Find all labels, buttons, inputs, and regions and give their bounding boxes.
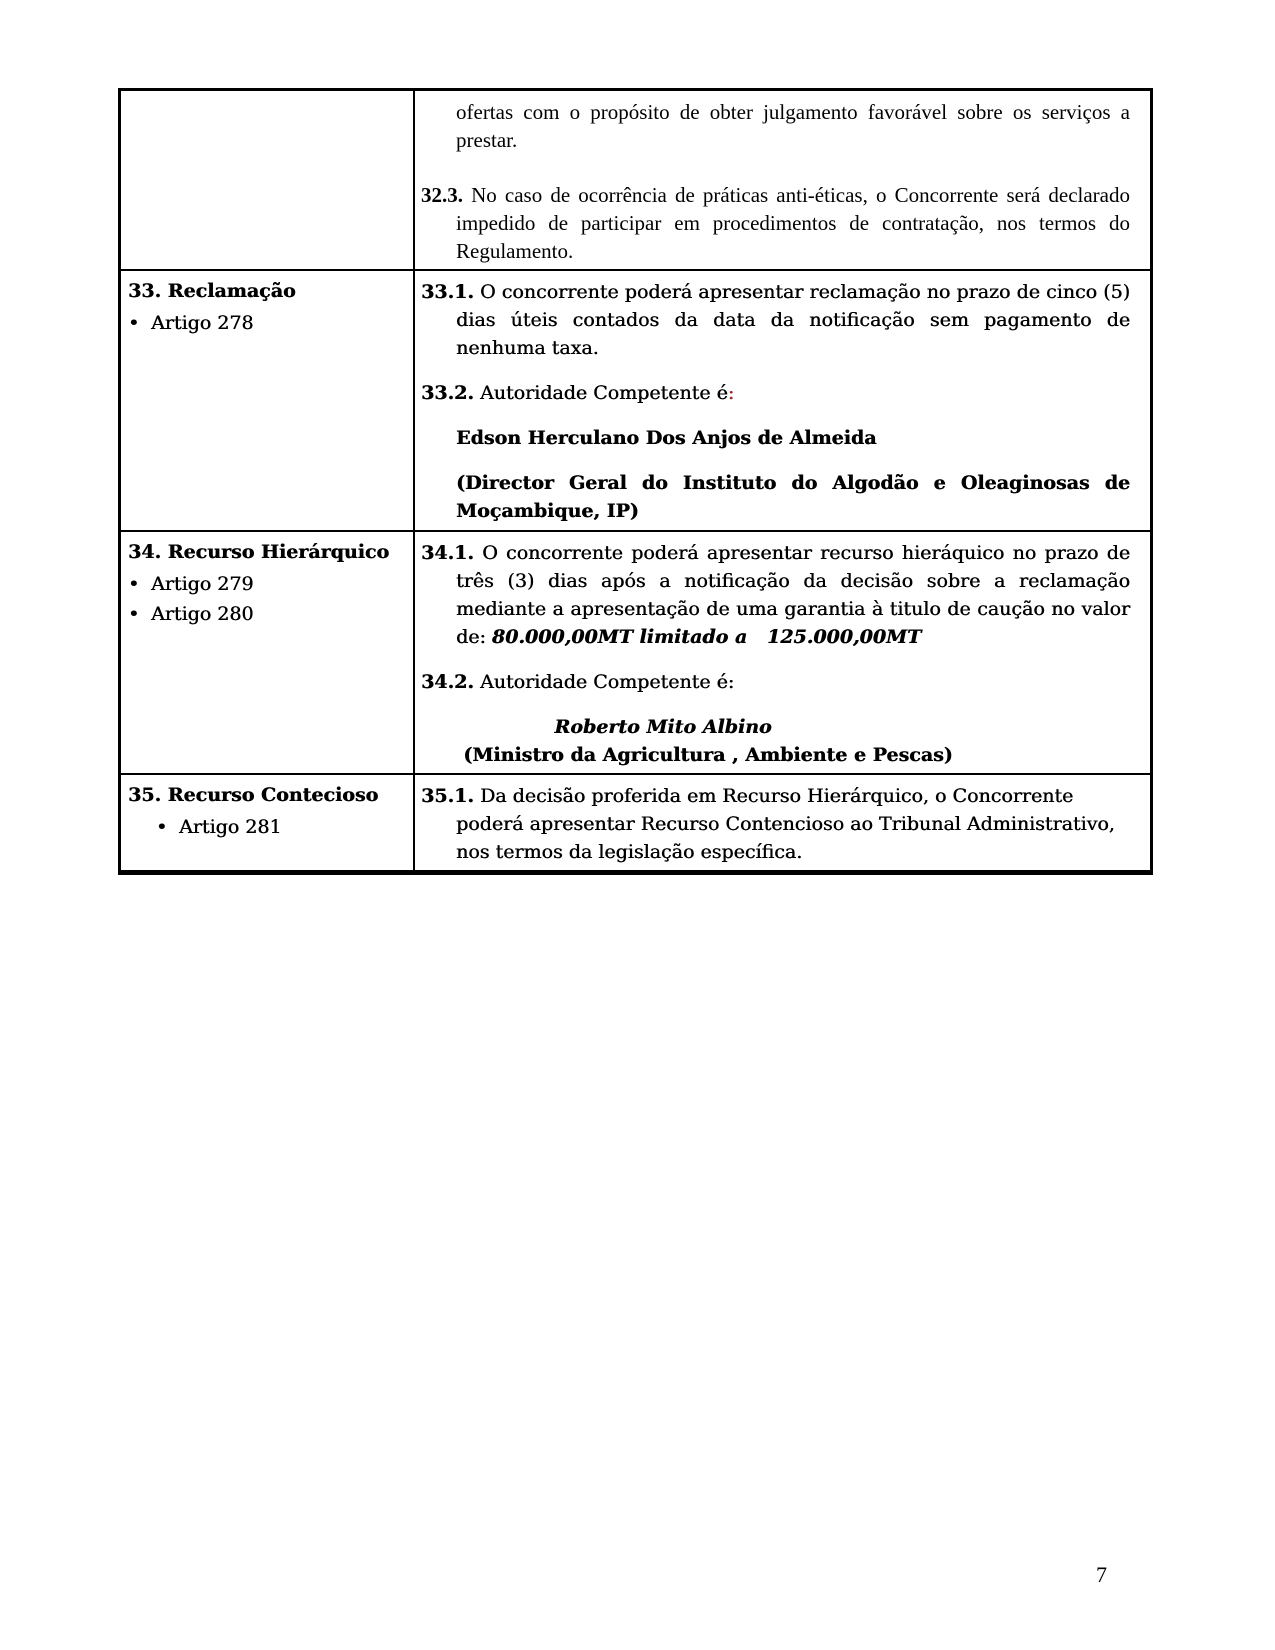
article-label: Artigo 278: [151, 312, 254, 334]
row-35-left-cell: [121, 775, 415, 870]
clause-32-continuation: ofertas com o propósito de obter julgamento favorável sobre os serviços a prestar.: [456, 100, 1130, 152]
row-32-right-cell: [415, 91, 1150, 269]
table-row-35: [121, 773, 1150, 870]
article-label: Artigo 280: [151, 603, 254, 625]
caucao-amount: 80.000,00MT limitado a 125.000,00MT: [491, 626, 922, 648]
clause-text: No caso de ocorrência de práticas anti-éticas, o Concorrente será declarado impedido de participar em procedimentos de contratação, nos termos do Regulamento.: [456, 183, 1130, 263]
row-35-article-list: [128, 812, 409, 842]
authority-name: Roberto Mito Albino: [554, 716, 772, 738]
page-number: 7: [1096, 1562, 1107, 1587]
clause-number: 33.2.: [421, 382, 474, 404]
row-33-left-cell: [121, 271, 415, 530]
clause-text: Autoridade Competente é:: [479, 671, 735, 693]
clause-33-1: [421, 278, 1130, 362]
row-33-right-cell: [415, 271, 1150, 530]
clause-number: 33.1.: [421, 281, 474, 303]
clause-number: 34.2.: [421, 671, 474, 693]
red-colon: :: [727, 382, 735, 404]
row-35-heading: 35. Recurso Contecioso: [128, 784, 379, 806]
clause-number: 35.1.: [421, 785, 474, 807]
clause-text: Da decisão proferida em Recurso Hierárquico, o Concorrente poderá apresentar Recurso Contencioso ao Tribunal Administrativo, nos termos da legislação específica.: [456, 785, 1115, 863]
clause-33-2: [421, 379, 1130, 407]
table-row-32: [121, 91, 1150, 269]
authority-title: (Ministro da Agricultura , Ambiente e Pescas): [463, 744, 953, 766]
bullet-icon: •: [128, 573, 140, 595]
row-34-right-cell: [415, 532, 1150, 773]
clause-34-2: [421, 668, 1130, 696]
row-34-left-cell: [121, 532, 415, 773]
clause-35-1: [421, 782, 1130, 866]
clause-text: O concorrente poderá apresentar reclamação no prazo de cinco (5) dias úteis contados da data da notificação sem pagamento de nenhuma taxa.: [456, 281, 1130, 359]
article-item: [128, 569, 409, 599]
content-table: [118, 88, 1153, 875]
row-33-heading: 33. Reclamação: [128, 280, 296, 302]
article-item: [128, 599, 409, 629]
article-label: Artigo 279: [151, 573, 254, 595]
bullet-icon: •: [156, 816, 168, 838]
row-32-left-cell: [121, 91, 415, 269]
row-34-heading: 34. Recurso Hierárquico: [128, 541, 390, 563]
clause-text: O concorrente poderá apresentar recurso hieráquico no prazo de três (3) dias após a notificação da decisão sobre a reclamação mediante a apresentação de uma garantia à titulo de caução no valor de:: [456, 542, 1131, 648]
article-label: Artigo 281: [179, 816, 282, 838]
clause-number: 34.1.: [421, 542, 474, 564]
row-34-article-list: [128, 569, 409, 629]
row-33-article-list: [128, 308, 409, 338]
authority-name: Edson Herculano Dos Anjos de Almeida: [456, 427, 877, 449]
clause-text: Autoridade Competente é: [479, 382, 728, 404]
clause-34-1: [421, 539, 1130, 651]
row-35-right-cell: [415, 775, 1150, 870]
bullet-icon: •: [128, 312, 140, 334]
clause-32-3: [421, 181, 1130, 265]
authority-title: (Director Geral do Instituto do Algodão e Oleaginosas de Moçambique, IP): [456, 472, 1130, 522]
table-row-33: [121, 269, 1150, 530]
clause-number: 32.3.: [421, 183, 463, 207]
article-item: [128, 308, 409, 338]
article-item: [156, 812, 409, 842]
bullet-icon: •: [128, 603, 140, 625]
table-row-34: [121, 530, 1150, 773]
